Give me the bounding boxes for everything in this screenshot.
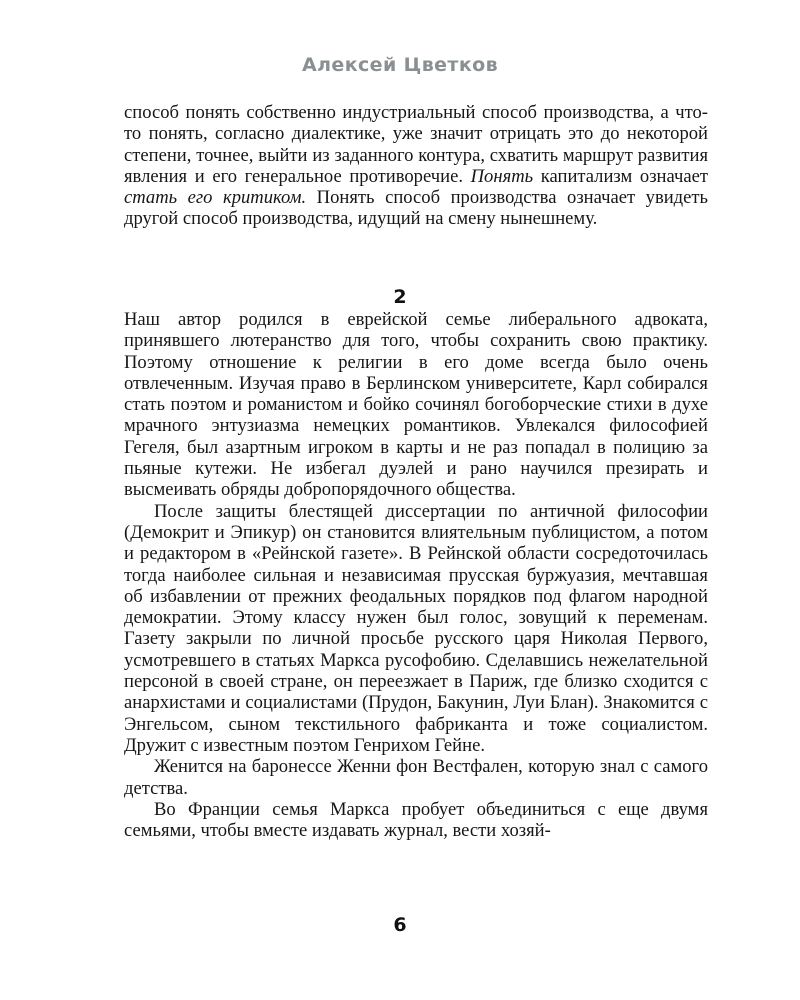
italic-text: Понять xyxy=(470,165,534,187)
text-run: Понять способ производства означает увидеть другой способ производства, идущий на смену нынешнему. xyxy=(124,187,709,230)
section-number: 2 xyxy=(393,286,407,308)
paragraph-first: Наш автор родился в еврейской семье либерального адвоката, принявшего лютеранство для того, чтобы сохранить свою практику. Поэтому отношение к религии в его доме всегда было очень отвлеченным. Изучая право в Берлинском университете, Карл собирался стать поэтом и романистом и бойко сочинял богоборческие стихи в духе мрачного энтузиазма немецких романтиков. Увлекался философией Гегеля, был азартным игроком в карты и не раз попадал в полицию за пьяные кутежи. Не избегал дуэлей и рано научился презирать и высмеивать обряды добропорядочного общества. xyxy=(124,309,708,501)
text-block-section-2 xyxy=(124,309,708,841)
paragraph xyxy=(124,102,708,230)
running-header-author: Алексей Цветков xyxy=(302,54,498,76)
text-run: способ понять собственно индустриальный способ производства, а что-то понять, согласно диалектике, уже значит отрицать это до некоторой степени, точнее, выйти из заданного контура, схватить маршрут развития явления и его генеральное противоречие. xyxy=(124,102,708,187)
italic-text: стать его критиком. xyxy=(124,187,307,209)
text-run: капитализм означает xyxy=(533,165,708,187)
paragraph: Женится на баронессе Женни фон Вестфален, которую знал с самого детства. xyxy=(124,756,708,799)
page-number: 6 xyxy=(393,914,407,936)
text-block-continuation xyxy=(124,102,708,230)
paragraph: Во Франции семья Маркса пробует объединиться с еще двумя семьями, чтобы вместе издавать журнал, вести хозяй- xyxy=(124,798,708,842)
paragraph: После защиты блестящей диссертации по античной философии (Демокрит и Эпикур) он становится влиятельным публицистом, а потом и редактором в «Рейнской газете». В Рейнской области сосредоточилась тогда наиболее сильная и независимая прусская буржуазия, мечтавшая об избавлении от прежних феодальных порядков под флагом народной демократии. Этому классу нужен был голос, зовущий к переменам. Газету закрыли по личной просьбе русского царя Николая Первого, усмотревшего в статьях Маркса русофобию. Сделавшись нежелательной персоной в своей стране, он переезжает в Париж, где близко сходится с анархистами и социалистами (Прудон, Бакунин, Луи Блан). Знакомится с Энгельсом, сыном текстильного фабриканта и тоже социалистом. Дружит с известным поэтом Генрихом Гейне. xyxy=(124,500,708,756)
